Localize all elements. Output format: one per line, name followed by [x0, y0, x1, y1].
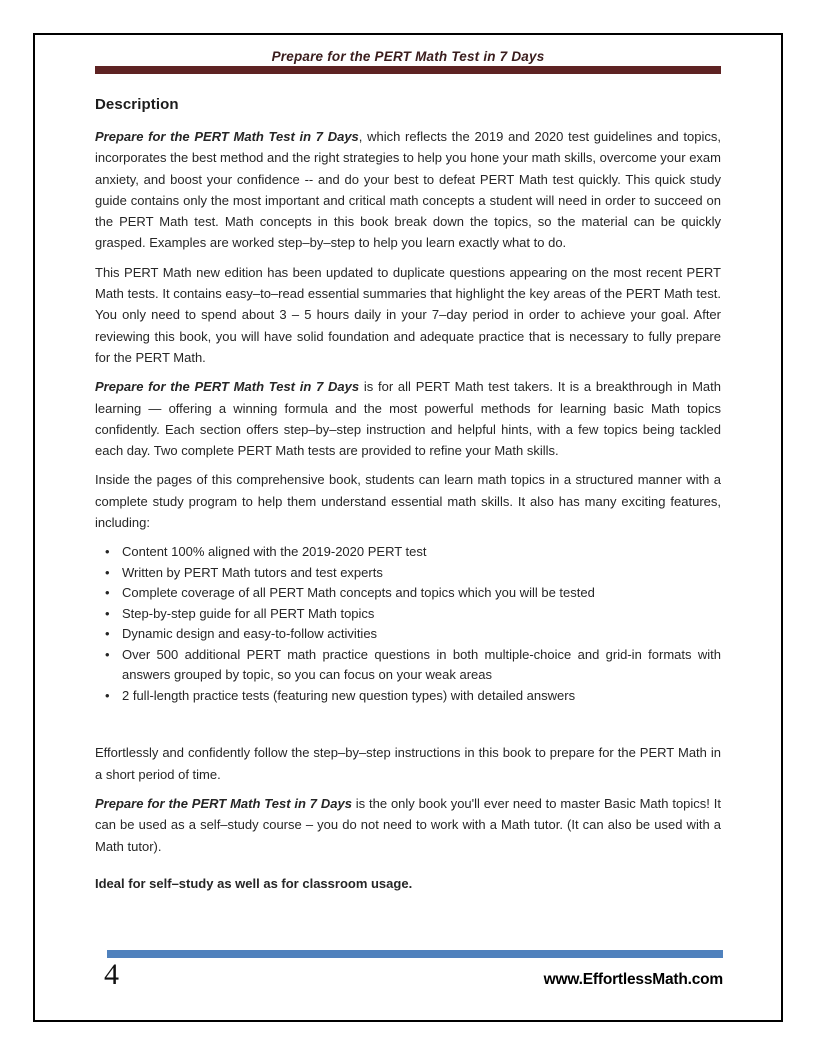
paragraph: [95, 793, 721, 857]
list-item: • Step-by-step guide for all PERT Math topics: [102, 604, 721, 625]
header-accent-bar: [95, 66, 721, 74]
book-title-emphasis: Prepare for the PERT Math Test in 7 Days: [95, 379, 360, 395]
paragraph: [95, 126, 721, 254]
ideal-usage-line: Ideal for self–study as well as for classroom usage.: [95, 875, 413, 891]
document-page: [33, 33, 783, 1022]
features-list: [102, 542, 721, 706]
paragraph-text: Effortlessly and confidently follow the step–by–step instructions in this book to prepare for the PERT Math in a short period of time.: [95, 745, 721, 782]
paragraph: [95, 469, 721, 533]
book-title-emphasis: Prepare for the PERT Math Test in 7 Days: [95, 129, 359, 144]
list-item: • Complete coverage of all PERT Math concepts and topics which you will be tested: [102, 583, 721, 604]
footer-row: [104, 957, 723, 991]
list-item: • Over 500 additional PERT math practice questions in both multiple-choice and grid-in formats with answers grouped by topic, so you can focus on your weak areas: [102, 645, 721, 686]
paragraph-text: This PERT Math new edition has been updated to duplicate questions appearing on the most recent PERT Math tests. It contains easy–to–read essential summaries that highlight the key areas of the PERT Math test. You only need to spend about 3 – 5 hours daily in your 7–day period in order to achieve your goal. After reviewing this book, you will have solid foundation and adequate practice that is necessary to fully prepare for the PERT Math.: [95, 264, 721, 365]
list-item: • Dynamic design and easy-to-follow activities: [102, 624, 721, 645]
paragraph: [95, 742, 721, 785]
page-footer: [104, 950, 723, 991]
paragraph: [95, 262, 721, 368]
paragraph: [95, 376, 721, 461]
page-number: 4: [104, 957, 119, 991]
paragraph-text: , which reflects the 2019 and 2020 test guidelines and topics, incorporates the best method and the right strategies to help you hone your math skills, overcome your exam anxiety, and boost your confidence -- and do your best to defeat PERT Math test quickly. This quick study guide contains only the most important and critical math concepts a student will need in order to succeed on the PERT Math test. Math concepts in this book break down the topics, so the material can be quickly grasped. Examples are worked step–by–step to help you learn exactly what to do.: [95, 129, 721, 251]
paragraph-text: Inside the pages of this comprehensive book, students can learn math topics in a structured manner with a complete study program to help them understand essential math skills. It also has many exciting features, including:: [95, 472, 721, 531]
paragraph-text: is for all PERT Math test takers. It is a breakthrough in Math learning — offering a winning formula and the most powerful methods for learning basic Math topics confidently. Each section offers step–by–step instruction and helpful hints, with a few topics being tackled each day. Two complete PERT Math tests are provided to refine your Math skills.: [95, 379, 721, 459]
footer-accent-bar: [107, 950, 723, 958]
list-item: • 2 full-length practice tests (featuring new question types) with detailed answers: [102, 686, 721, 707]
paragraph-text: is the only book you'll ever need to master Basic Math topics! It can be used as a self–study course – you do not need to work with a Math tutor. (It can also be used with a Math tutor).: [95, 795, 721, 854]
list-item: • Content 100% aligned with the 2019-2020 PERT test: [102, 542, 721, 563]
book-title-emphasis: Prepare for the PERT Math Test in 7 Days: [95, 795, 352, 811]
website-text: www.EffortlessMath.com: [543, 970, 723, 988]
running-header-title: Prepare for the PERT Math Test in 7 Days: [271, 49, 545, 64]
list-item: • Written by PERT Math tutors and test experts: [102, 563, 721, 584]
page-body: [95, 96, 721, 894]
section-heading: Description: [95, 96, 179, 113]
